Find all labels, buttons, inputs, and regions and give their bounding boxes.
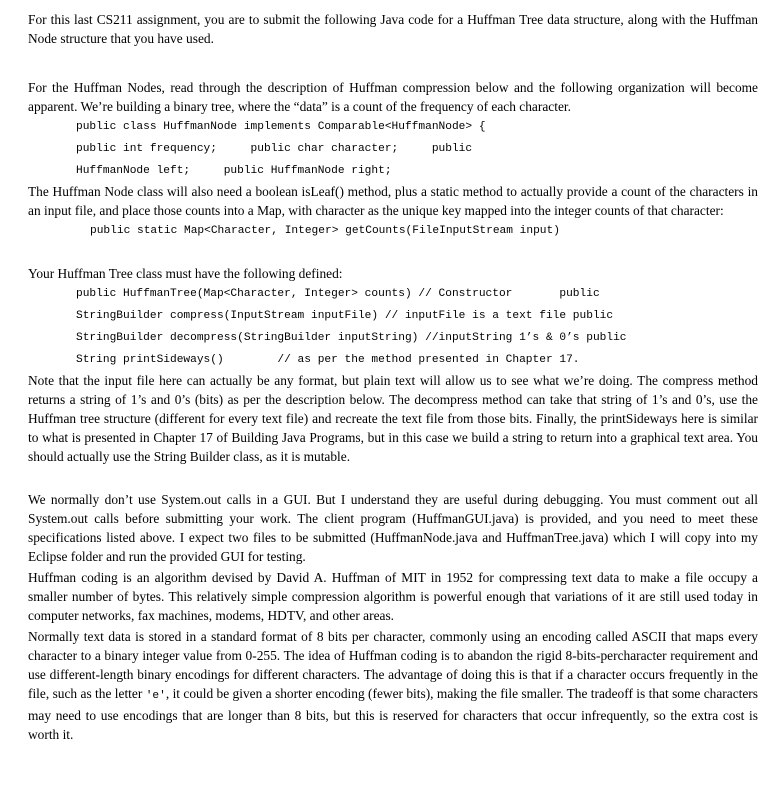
tree-code-line-2: StringBuilder compress(InputStream inputFile) // inputFile is a text file public [76,310,614,322]
node-code-line-3: HuffmanNode left; public HuffmanNode right; [76,165,392,177]
tree-code-line-3: StringBuilder decompress(StringBuilder inputString) //inputString 1’s & 0’s public [76,332,627,344]
intro-paragraph: For this last CS211 assignment, you are to submit the following Java code for a Huffman Tree data structure, along with the Huffman Node structure that you have used. [28,12,758,46]
letter-e-code: 'e' [145,690,166,702]
normal-text-part-a: Normally text data is stored in a standard format of 8 bits per character, commonly using an encoding called ASCII that maps every character to a binary integer value from 0-255. The idea of Huffman coding is to abandon the rigid 8-bits-percharacter requirement and use different-length binary encodings for different characters. The advantage of doing this is that if a character occurs frequently in the file, such as the letter [28,629,758,701]
note-paragraph: Note that the input file here can actually be any format, but plain text will allow us to see what we’re doing. The compress method returns a string of 1’s and 0’s (bits) as per the description below. The decompress method can take that string of 1’s and 0’s, use the Huffman tree structure (different for every text file) and recreate the text file from those bits. Finally, the printSideways here is similar to what is presented in Chapter 17 of Building Java Programs, but in this case we build a string to return into a graphical text area. You should actually use the String Builder class, as it is mutable. [28,373,758,464]
document [28,10,758,744]
node-code-line-2: public int frequency; public char character; public [76,143,473,155]
getcounts-code: public static Map<Character, Integer> getCounts(FileInputStream input) [90,225,560,237]
tree-code-line-1: public HuffmanTree(Map<Character, Integer> counts) // Constructor public [76,288,600,300]
tree-intro: Your Huffman Tree class must have the following defined: [28,266,343,281]
node-code-line-1: public class HuffmanNode implements Comparable<HuffmanNode> { [76,121,486,133]
nodes-paragraph: For the Huffman Nodes, read through the description of Huffman compression below and the following organization will become apparent. We’re building a binary tree, where the “data” is a count of the frequency of each character. [28,80,758,114]
huffman-coding-paragraph: Huffman coding is an algorithm devised by David A. Huffman of MIT in 1952 for compressing text data to make a file occupy a smaller number of bytes. This relatively simple compression algorithm is powerful enough that variations of it are still used today in computer networks, fax machines, modems, HDTV, and other areas. [28,570,758,623]
tree-code-line-4: String printSideways() // as per the method presented in Chapter 17. [76,354,580,366]
normal-text-paragraph [28,627,758,744]
normal-text-part-b: , it could be given a shorter encoding (fewer bits), making the file smaller. The tradeoff is that some characters may need to use encodings that are longer than 8 bits, but this is reserved for characters that occur infrequently, so the extra cost is worth it. [28,686,758,742]
system-out-paragraph: We normally don’t use System.out calls in a GUI. But I understand they are useful during debugging. You must comment out all System.out calls before submitting your work. The client program (HuffmanGUI.java) is provided, and you need to meet these specifications listed above. I expect two files to be submitted (HuffmanNode.java and HuffmanTree.java) which I will copy into my Eclipse folder and run the provided GUI for testing. [28,492,758,564]
node-class-paragraph: The Huffman Node class will also need a boolean isLeaf() method, plus a static method to actually provide a count of the characters in an input file, and place those counts into a Map, with character as the unique key mapped into the integer counts of that character: [28,184,758,218]
